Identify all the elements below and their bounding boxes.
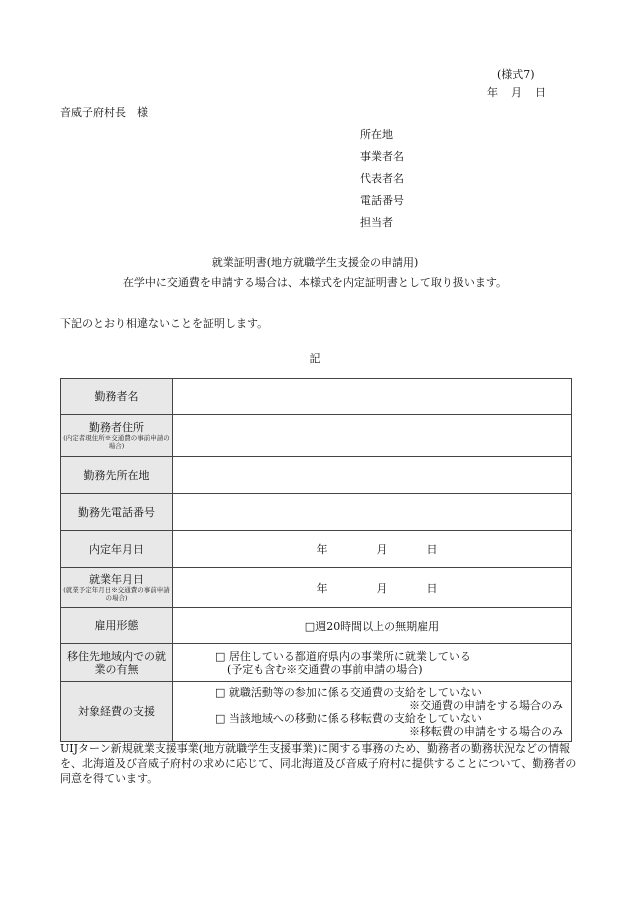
- start-year: 年: [316, 581, 328, 595]
- certificate-table: [60, 378, 572, 742]
- table-row: [61, 682, 572, 742]
- office-phone-label: 勤務先電話番号: [61, 494, 173, 531]
- transport-expense-checkbox[interactable]: □ 就職活動等の参加に係る交通費の支給をしていない: [215, 685, 482, 699]
- offer-day: 日: [426, 543, 438, 556]
- office-address-field[interactable]: [173, 457, 572, 494]
- offer-month: 月: [376, 543, 388, 556]
- representative-label: 代表者名: [360, 172, 404, 185]
- intro-text: 下記のとおり相違ないことを証明します。: [60, 317, 269, 330]
- table-row: [61, 531, 572, 568]
- transport-expense-note: ※交通費の申請をする場合のみ: [409, 698, 563, 712]
- expense-support-options: [173, 682, 572, 742]
- table-row: [61, 644, 572, 682]
- local-work-label-1: 移住先地域内での就: [67, 649, 166, 663]
- start-date-label-cell: [61, 568, 173, 608]
- office-address-label: 勤務先所在地: [61, 457, 173, 494]
- local-work-checkbox[interactable]: □ 居住している都道府県内の事業所に就業している: [215, 649, 471, 663]
- employee-address-label: 勤務者住所: [89, 421, 144, 434]
- employee-address-label-cell: [61, 415, 173, 457]
- employee-address-note: (内定者現住所※交通費の事前申請の場合): [63, 434, 170, 450]
- document-subtitle: 在学中に交通費を申請する場合は、本様式を内定証明書として取り扱います。: [122, 276, 508, 289]
- offer-date-field[interactable]: [173, 531, 572, 568]
- start-date-note: (就業予定年月日※交通費の事前申請の場合): [63, 586, 170, 602]
- person-in-charge-label: 担当者: [360, 216, 393, 229]
- office-phone-field[interactable]: [173, 494, 572, 531]
- employee-name-field[interactable]: [173, 379, 572, 415]
- relocation-expense-note: ※移転費の申請をする場合のみ: [409, 724, 563, 738]
- company-address-label: 所在地: [360, 128, 393, 141]
- phone-label: 電話番号: [360, 194, 404, 207]
- table-row: [61, 457, 572, 494]
- ki-heading: 記: [309, 352, 321, 365]
- table-row: [61, 415, 572, 457]
- consent-statement: UIJターン新規就業支援事業(地方就職学生支援事業)に関する事務のため、勤務者の勤務状況などの情報を、北海道及び音威子府村の求めに応じて、同北海道及び音威子府村に提供することについて、勤務者の同意を得ています。: [60, 742, 577, 785]
- offer-date-label: 内定年月日: [61, 531, 173, 568]
- start-date-field[interactable]: [173, 568, 572, 608]
- employment-type-checkbox[interactable]: □週20時間以上の無期雇用: [173, 608, 572, 644]
- employee-name-label: 勤務者名: [61, 379, 173, 415]
- local-work-option[interactable]: [173, 644, 572, 682]
- employee-address-field[interactable]: [173, 415, 572, 457]
- company-name-label: 事業者名: [360, 150, 404, 163]
- employment-type-label: 雇用形態: [61, 608, 173, 644]
- relocation-expense-checkbox[interactable]: □ 当該地域への移動に係る移転費の支給をしていない: [215, 711, 482, 725]
- table-row: [61, 494, 572, 531]
- date-field: 年 月 日: [487, 86, 547, 99]
- local-work-label-2: 業の有無: [94, 662, 139, 676]
- start-month: 月: [376, 581, 388, 595]
- form-number: (様式7): [497, 68, 535, 81]
- offer-year: 年: [316, 543, 328, 556]
- expense-support-label: 対象経費の支援: [61, 682, 173, 742]
- start-date-label: 就業年月日: [89, 573, 144, 586]
- addressee: 音威子府村長 様: [60, 106, 148, 119]
- document-title: 就業証明書(地方就職学生支援金の申請用): [211, 256, 419, 269]
- local-work-note: (予定も含む※交通費の事前申請の場合): [227, 662, 423, 676]
- start-day: 日: [426, 581, 438, 595]
- table-row: [61, 379, 572, 415]
- table-row: [61, 568, 572, 608]
- table-row: [61, 608, 572, 644]
- local-work-label-cell: [61, 644, 173, 682]
